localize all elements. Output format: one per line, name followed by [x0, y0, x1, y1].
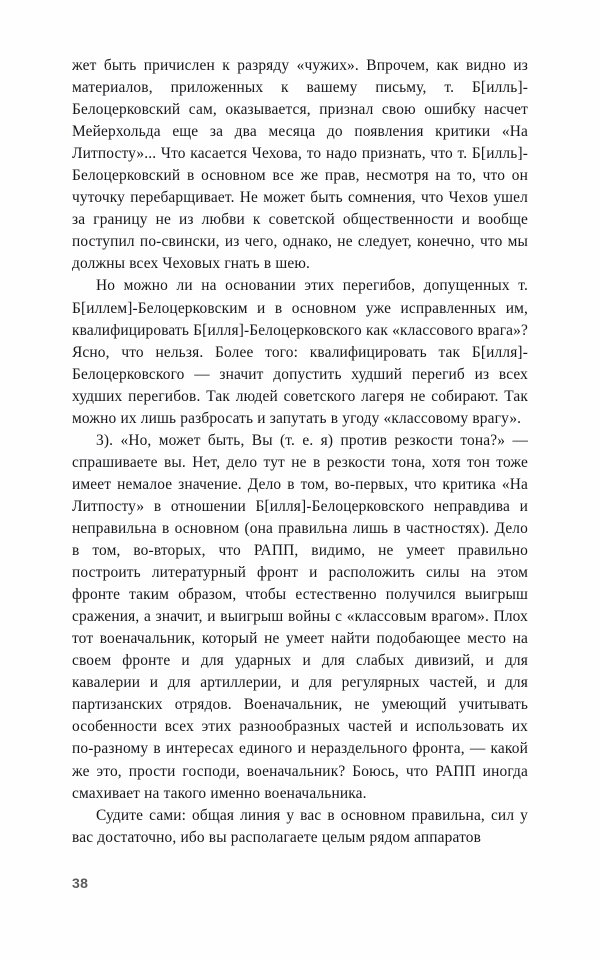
paragraph: жет быть причислен к разряду «чужих». Впрочем, как видно из материалов, приложенных к вашему письму, т. Б[илль]-Белоцерковский сам, оказывается, признал свою ошибку насчет Мейерхольда еще за два месяца до появления критики «На Литпосту»... Что касается Чехова, то надо признать, что т. Б[илль]-Белоцерковский в основном все же прав, несмотря на то, что он чуточку перебарщивает. Не может быть сомнения, что Чехов ушел за границу не из любви к советской общественности и вообще поступил по-свински, из чего, однако, не следует, конечно, что мы должны всех Чеховых гнать в шею. — [72, 57, 528, 273]
text-column — [72, 55, 528, 849]
page-number: 38 — [72, 875, 89, 891]
paragraph: Судите сами: общая линия у вас в основном правильна, сил у вас достаточно, ибо вы располагаете целым рядом аппаратов — [72, 806, 528, 846]
paragraph: 3). «Но, может быть, Вы (т. е. я) против резкости тона?» — спрашиваете вы. Нет, дело тут не в резкости тона, хотя тон тоже имеет немалое значение. Дело в том, во-первых, что критика «На Литпосту» в отношении Б[илля]-Белоцерковского неправдива и неправильна в основном (она правильна лишь в частностях). Дело в том, во-вторых, что РАПП, видимо, не умеет правильно построить литературный фронт и расположить силы на этом фронте таким образом, чтобы естественно получился выигрыш сражения, а значит, и выигрыш войны с «классовым врагом». Плох тот военачальник, который не умеет найти подобающее место на своем фронте и для ударных и для слабых дивизий, и для кавалерии и для артиллерии, и для регулярных частей, и для партизанских отрядов. Военачальник, не умеющий учитывать особенности всех этих разнообразных частей и использовать их по-разному в интересах единого и нераздельного фронта, — какой же это, прости господи, военачальник? Боюсь, что РАПП иногда смахивает на такого именно военачальника. — [72, 431, 528, 802]
paragraph: Но можно ли на основании этих перегибов, допущенных т. Б[иллем]-Белоцерковским и в основном уже исправленных им, квалифицировать Б[илля]-Белоцерковского как «классового врага»? Ясно, что нельзя. Более того: квалифицировать так Б[илля]-Белоцерковского — значит допустить худший перегиб из всех худших перегибов. Так людей советского лагеря не собирают. Так можно их лишь разбросать и запутать в угоду «классовому врагу». — [72, 277, 528, 427]
